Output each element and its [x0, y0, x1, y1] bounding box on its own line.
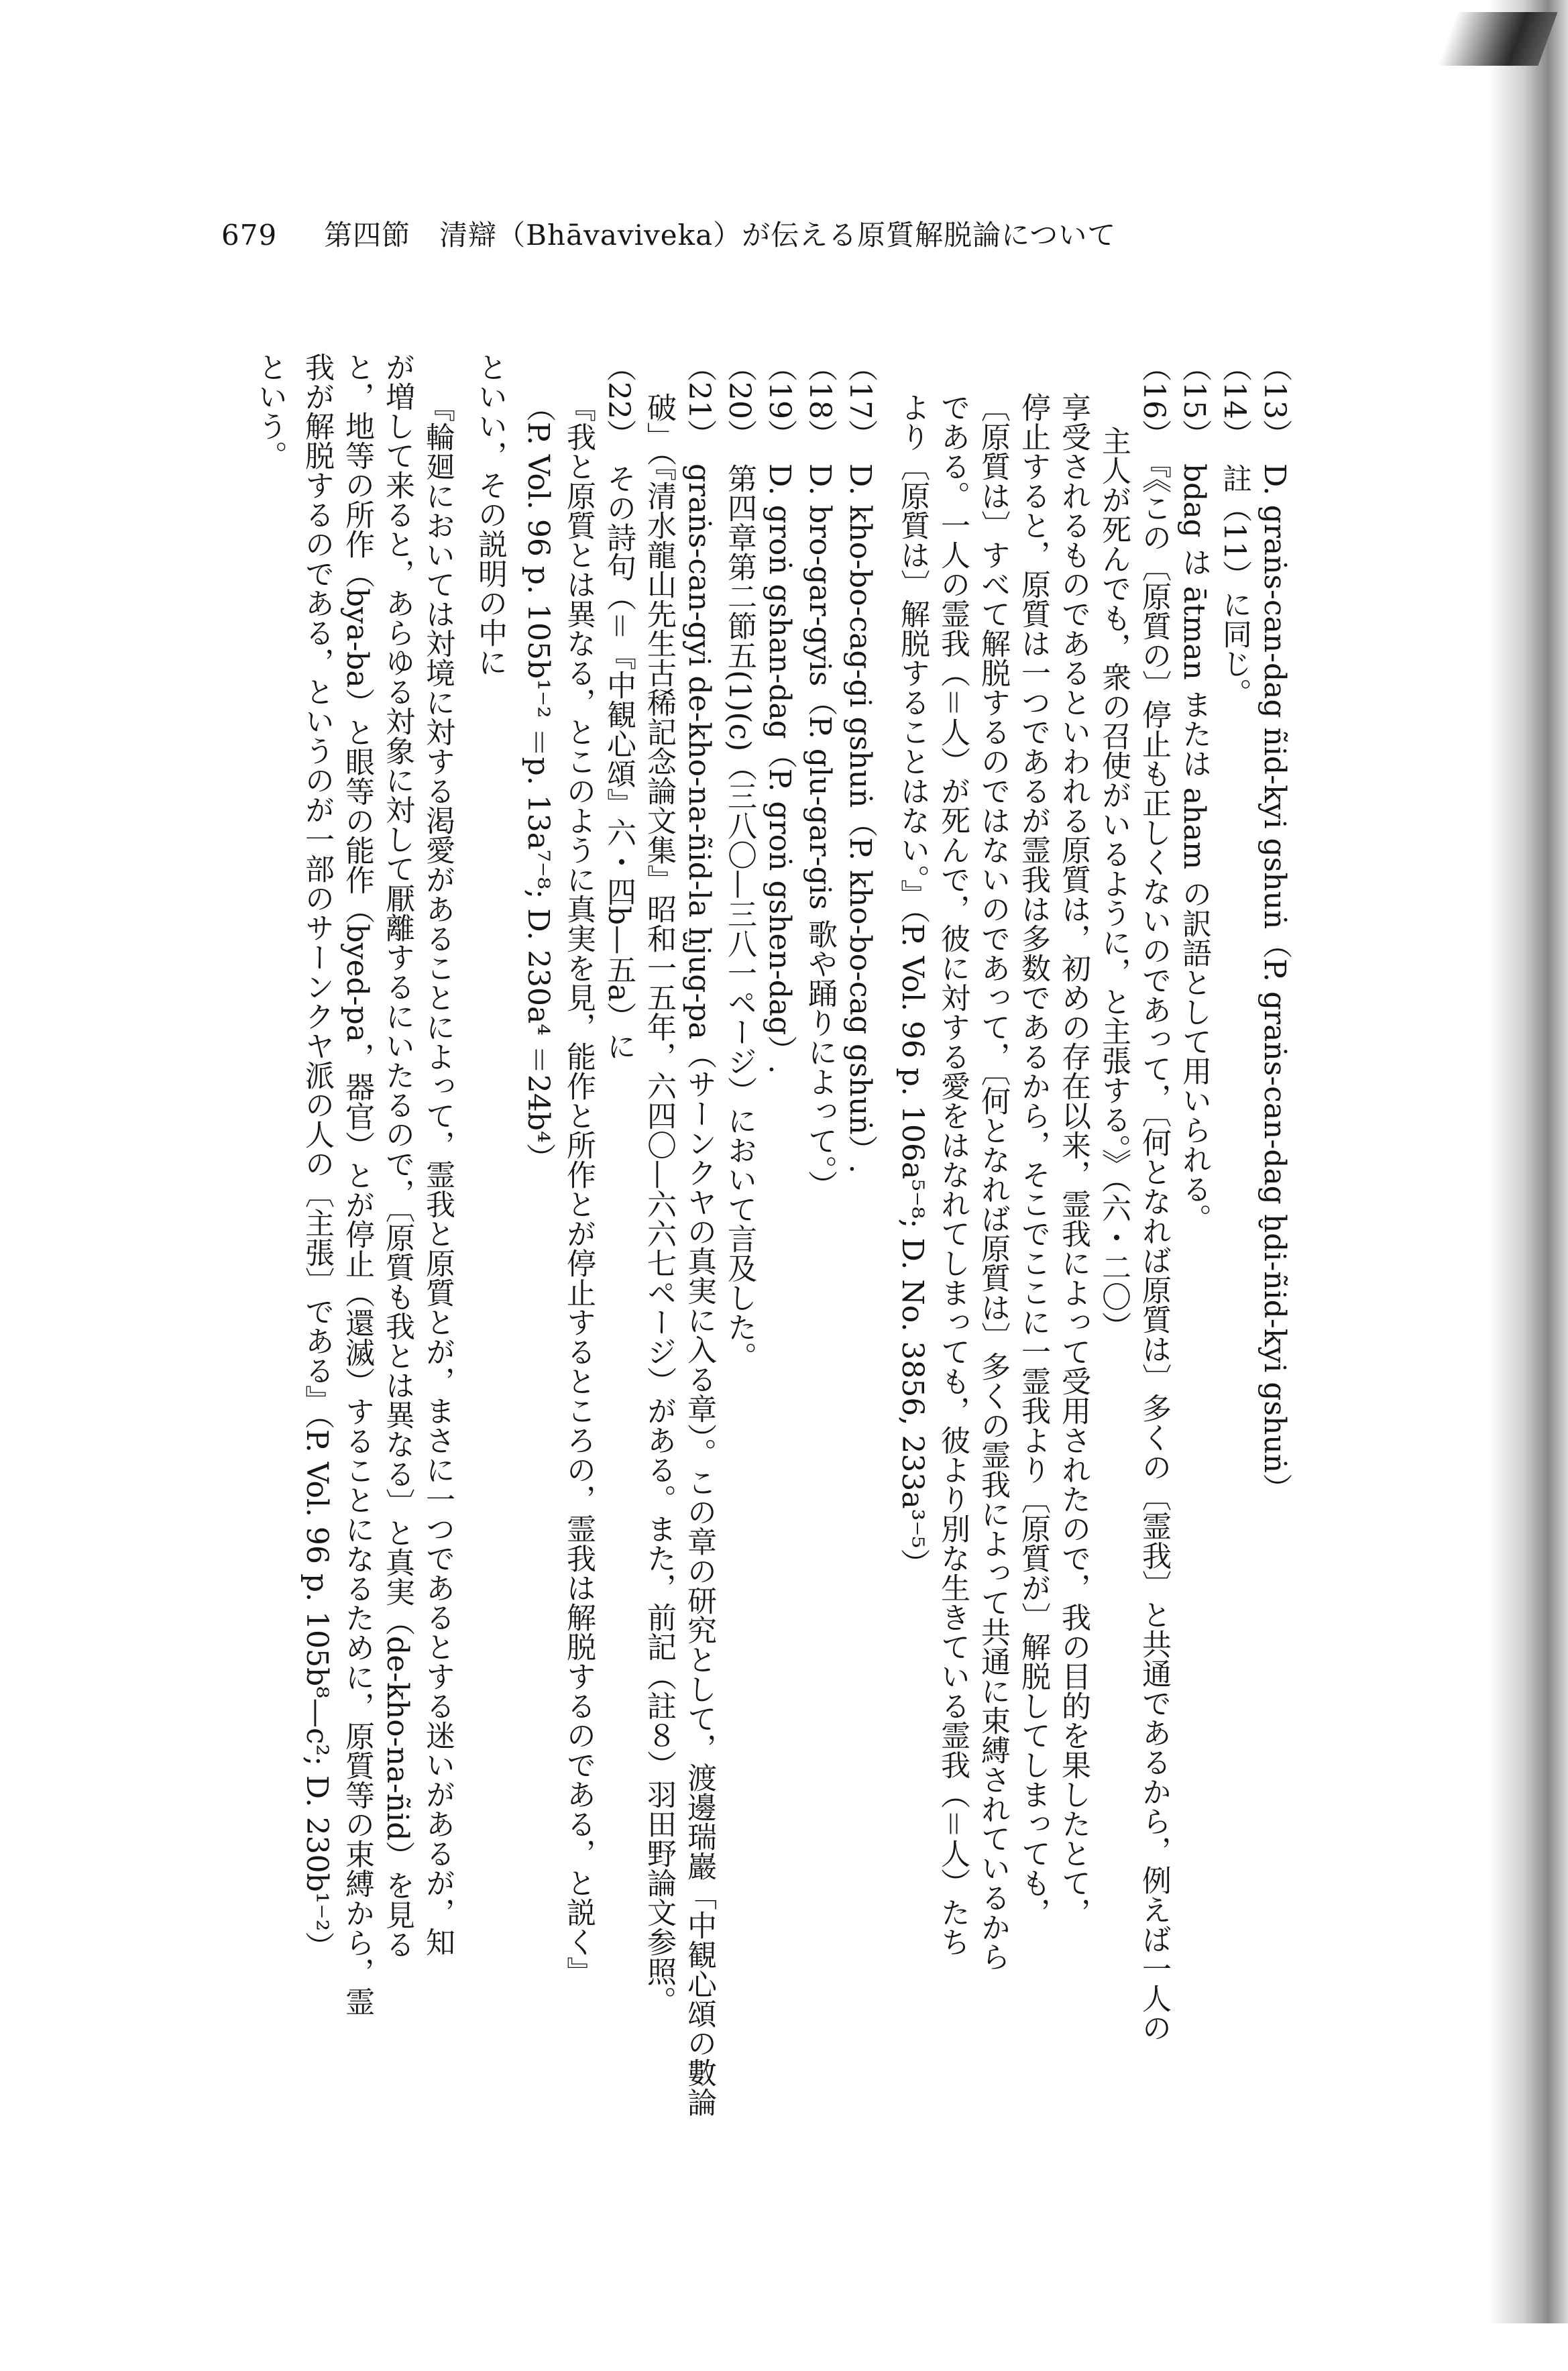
note-16-line2: 主人が死んでも，衆の召使がいるように，と主張する。》（六・二〇）: [1097, 426, 1131, 1341]
note-17: （17） D. kho-bo-cag-gi gshuṅ（P. kho-bo-cag gshuṅ）.: [843, 352, 877, 1174]
note-19: （19） D. groṅ gshan-dag（P. groṅ gshen-dag）.: [763, 352, 797, 1074]
note-20: （20） 第四章第二節五(1)(c)（三八〇—三八一ページ）において言及した。: [722, 352, 757, 1372]
note-22-closing: という。: [253, 352, 287, 470]
note-22-quote2-line2: が増して来ると，あらゆる対象に対して厭離するにいたるので，〔原質も我とは異なる〕と真実（de-kho-na-ñid）を見る: [380, 352, 414, 1959]
note-21: （21） graṅs-can-gyi de-kho-na-ñid-la ḫjug-pa（サーンクヤの真実に入る章）。この章の研究として，渡邊瑞巖「中観心頌の數論: [682, 352, 716, 2117]
note-18: （18） D. bro-gar-gyis（P. glu-gar-gis 歌や踊りによって。）: [803, 352, 837, 1200]
note-16-line7: より〔原質は〕解脱することはない。』（P. Vol. 96 p. 106a⁵⁻⁸; D. No. 3856, 233a³⁻⁵）: [895, 392, 930, 1578]
note-16-line5: 〔原質は〕すべて解脱するのではないのであって，〔何となれば原質は〕多くの霊我によって共通に束縛されているから: [976, 392, 1010, 1971]
note-16-line6: である。一人の霊我（＝人）が死んで，彼に対する愛をはなれてしまっても，彼より別な生きている霊我（＝人）たち: [936, 392, 970, 1956]
note-16: （16） 『《この〔原質の〕停止も正しくないのであって，〔何となれば原質は〕多くの〔霊我〕と共通であるから，例えば一人の: [1137, 352, 1171, 2042]
binding-shadow: [1488, 0, 1568, 2323]
note-22-line4: といい，その説明の中に: [473, 352, 507, 677]
note-16-line3: 享受されるものであるといわれる原質は，初めの存在以来，霊我によって受用されたので，我の目的を果したとて，: [1056, 392, 1090, 1927]
note-21-line2: 破」（『清水龍山先生古稀記念論文集』昭和一五年，六四〇—六六七ページ）がある。また，前記（註８）羽田野論文参照。: [642, 392, 676, 2016]
note-15: （15） bdag は ātman または aham の訳語として用いられる。: [1177, 352, 1211, 1233]
running-head: [221, 213, 1116, 254]
note-14: （14） 註（11）に同じ。: [1217, 352, 1251, 708]
note-22: （22） その詩句（＝『中観心頌』六・四b—五a）に: [602, 352, 636, 1061]
note-22-quote2-line1: 『輪廻においては対境に対する渇愛があることによって，霊我と原質とが，まさに一つであるとする迷いがあるが，知: [421, 392, 455, 1956]
note-22-quote1: 『我と原質とは異なる，とこのように真実を見，能作と所作とが停止するところの，霊我は解脱するのである，と説く』: [561, 392, 596, 1986]
note-16-line4: 停止すると，原質は一つであるが霊我は多数であるから，そこでここに一霊我より〔原質が〕解脱してしまっても，: [1016, 392, 1050, 1927]
note-13: （13） D. graṅs-can-dag ñid-kyi gshuṅ（P. graṅs-can-dag ḫdi-ñid-kyi gshuṅ）: [1257, 352, 1292, 1503]
section-title: 第四節 清辯（Bhāvaviveka）が伝える原質解脱論について: [324, 219, 1117, 252]
binding-edge-mark: [1437, 12, 1557, 66]
note-22-quote2-line3: と，地等の所作（bya-ba）と眼等の能作（byed-pa，器官）とが停止（還滅）することになるために，原質等の束縛から，霊: [340, 352, 374, 2017]
note-22-ref1: （P. Vol. 96 p. 105b¹⁻² ＝p. 13a⁷⁻⁸; D. 230a⁴ ＝24b⁴）: [521, 392, 555, 1172]
page-number: 679: [221, 219, 278, 252]
note-22-quote2-line4: 我が解脱するのである，というのが一部のサーンクヤ派の人の〔主張〕である』（P. Vol. 96 p. 105b⁸—c²; D. 230b¹⁻²）: [300, 352, 334, 1961]
